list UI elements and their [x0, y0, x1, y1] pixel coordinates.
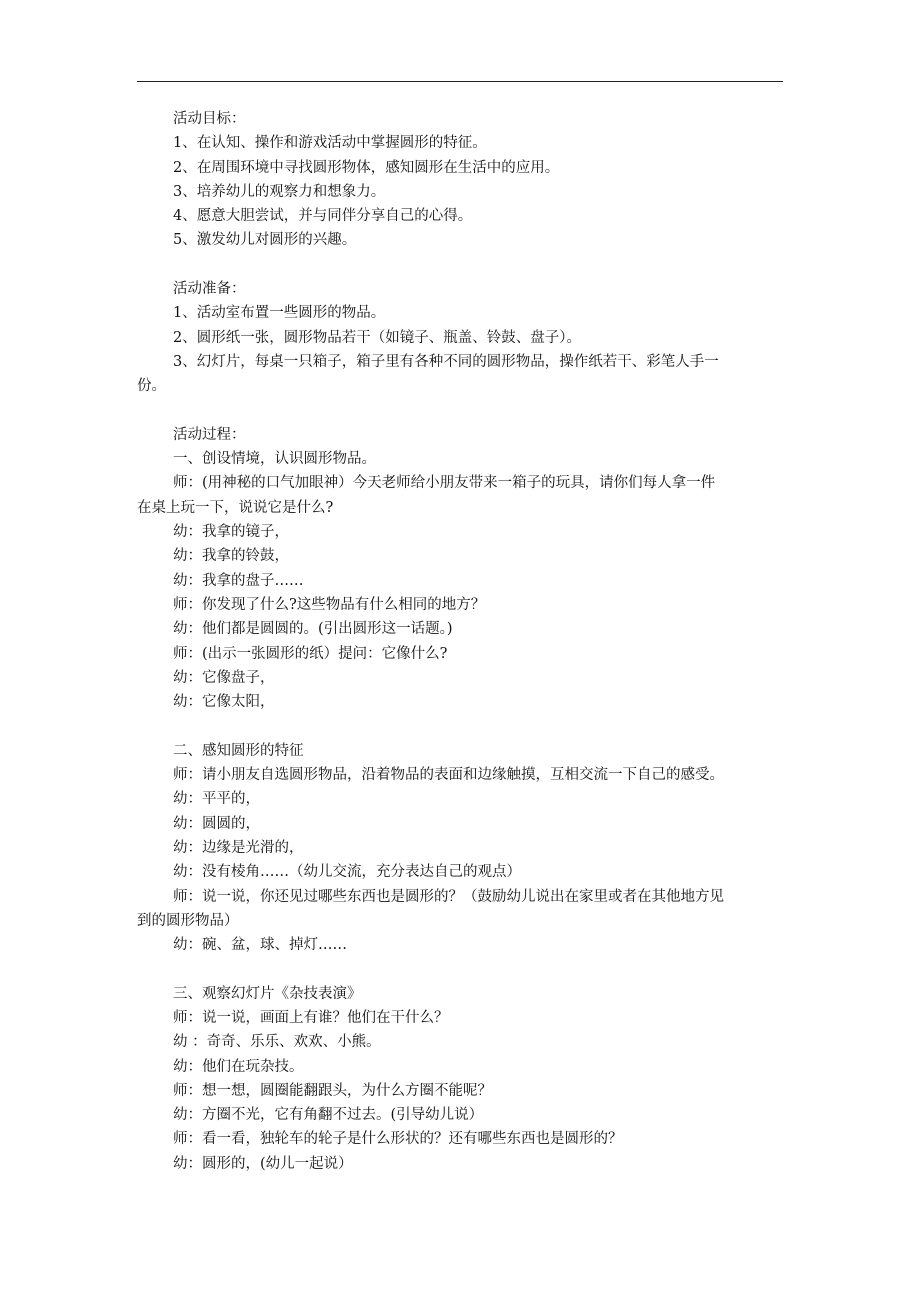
- goal-item: 4、愿意大胆尝试，并与同伴分享自己的心得。: [173, 208, 473, 225]
- dialogue-line: 幼：我拿的镜子，: [173, 524, 289, 541]
- dialogue-line: 师：请小朋友自选圆形物品，沿着物品的表面和边缘触摸，互相交流一下自己的感受。: [173, 767, 724, 784]
- dialogue-line: 师：看一看，独轮车的轮子是什么形状的？还有哪些东西也是圆形的？: [173, 1131, 623, 1148]
- process-heading: 活动过程：: [173, 426, 246, 443]
- dialogue-line: 幼：圆圆的，: [173, 815, 260, 832]
- dialogue-line-continued: 到的圆形物品）: [137, 912, 239, 929]
- dialogue-line: 幼：碗、盆，球、掉灯……: [173, 937, 347, 954]
- goal-item: 3、培养幼儿的观察力和想象力。: [173, 183, 386, 200]
- prep-item-3-line-1: 3、幻灯片，每桌一只箱子，箱子里有各种不同的圆形物品，操作纸若干、彩笔人手一: [173, 353, 719, 370]
- dialogue-line: 幼：他们都是圆圆的。(引出圆形这一话题。): [173, 621, 453, 638]
- spacer: [137, 714, 783, 738]
- part2-title: 二、感知圆形的特征: [173, 742, 304, 759]
- prep-item: 1、活动室布置一些圆形的物品。: [173, 305, 386, 322]
- dialogue-line: 幼 ：奇奇、乐乐、欢欢、小熊。: [173, 1034, 381, 1051]
- spacer: [137, 399, 783, 423]
- dialogue-line: 师：说一说，画面上有谁？他们在干什么？: [173, 1009, 449, 1026]
- goal-item: 5、激发幼儿对圆形的兴趣。: [173, 232, 357, 249]
- part1-title: 一、创设情境，认识圆形物品。: [173, 451, 376, 468]
- spacer: [137, 957, 783, 981]
- dialogue-line: 师：你发现了什么?这些物品有什么相同的地方？: [173, 596, 486, 613]
- dialogue-line: 幼：我拿的盘子……: [173, 572, 304, 589]
- dialogue-line: 幼：他们在玩杂技。: [173, 1058, 304, 1075]
- dialogue-line: 师：(出示一张圆形的纸）提问：它像什么?: [173, 645, 448, 662]
- dialogue-line: 师：说一说，你还见过哪些东西也是圆形的？（鼓励幼儿说出在家里或者在其他地方见: [173, 888, 724, 905]
- header-rule: [137, 81, 783, 82]
- goal-item: 2、在周围环境中寻找圆形物体，感知圆形在生活中的应用。: [173, 159, 560, 176]
- goals-heading: 活动目标：: [173, 111, 246, 127]
- dialogue-line: 幼：没有棱角……（幼儿交流，充分表达自己的观点）: [173, 864, 521, 881]
- goal-item: 1、在认知、操作和游戏活动中掌握圆形的特征。: [173, 135, 487, 152]
- dialogue-line: 师：(用神秘的口气加眼神）今天老师给小朋友带来一箱子的玩具，请你们每人拿一件: [173, 475, 716, 492]
- prep-item-3-line-2: 份。: [137, 378, 166, 395]
- dialogue-line: 幼：平平的，: [173, 791, 260, 808]
- dialogue-line: 幼：方圈不光，它有角翻不过去。(引导幼儿说）: [173, 1107, 484, 1124]
- dialogue-line: 幼：圆形的，(幼儿一起说）: [173, 1155, 353, 1172]
- document-body: [137, 107, 783, 1176]
- dialogue-line-continued: 在桌上玩一下，说说它是什么?: [137, 499, 334, 516]
- dialogue-line: 幼：它像盘子，: [173, 669, 275, 686]
- dialogue-line: 幼：它像太阳，: [173, 694, 275, 711]
- prep-item: 2、圆形纸一张，圆形物品若干（如镜子、瓶盖、铃鼓、盘子）。: [173, 329, 581, 346]
- spacer: [137, 253, 783, 277]
- dialogue-line: 师：想一想，圆圈能翻跟头，为什么方圈不能呢？: [173, 1082, 492, 1099]
- part3-title: 三、观察幻灯片《杂技表演》: [173, 985, 362, 1002]
- dialogue-line: 幼：边缘是光滑的，: [173, 839, 304, 856]
- prep-heading: 活动准备：: [173, 281, 246, 298]
- dialogue-line: 幼：我拿的铃鼓，: [173, 548, 289, 565]
